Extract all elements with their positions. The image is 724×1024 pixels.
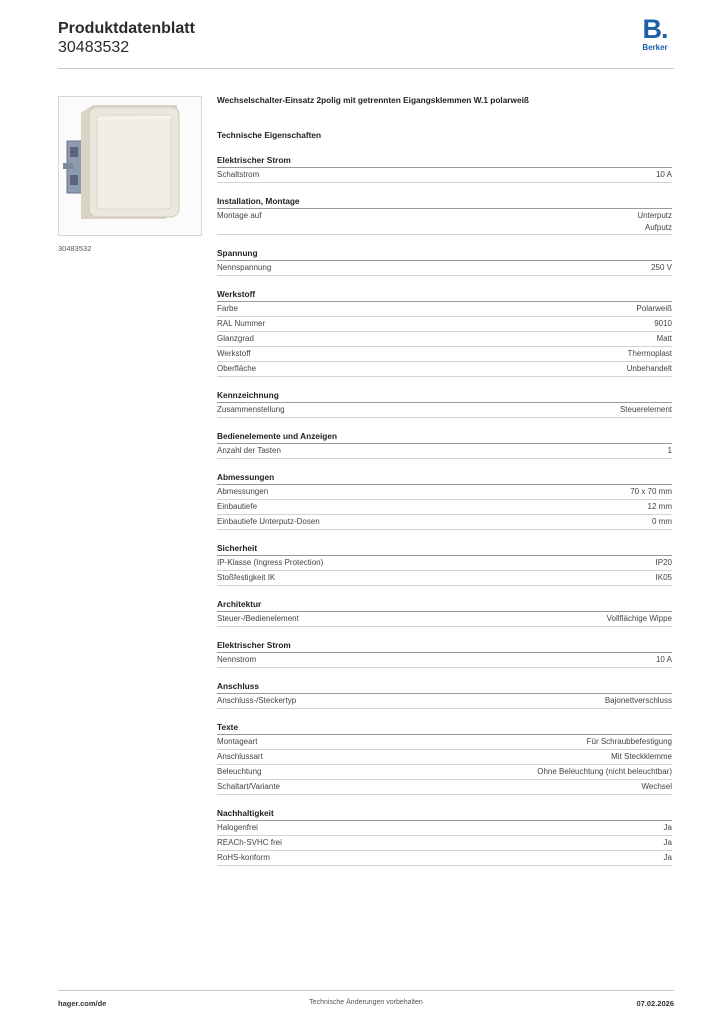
- spec-label: Zusammenstellung: [217, 405, 285, 414]
- spec-label: Schaltart/Variante: [217, 782, 280, 791]
- spec-value: Unbehandelt: [626, 364, 672, 373]
- page-header: [58, 14, 674, 70]
- specifications-content: [217, 93, 672, 878]
- spec-section: [217, 598, 672, 627]
- spec-label: Montage auf: [217, 211, 262, 220]
- footer-disclaimer: Technische Änderungen vorbehalten: [309, 999, 423, 1006]
- spec-section: [217, 721, 672, 795]
- section-title: Abmessungen: [217, 471, 672, 485]
- spec-values: [636, 303, 672, 315]
- spec-value: Aufputz: [644, 223, 672, 232]
- spec-label: Beleuchtung: [217, 767, 262, 776]
- page-footer: [58, 990, 674, 1017]
- spec-value: Steuerelement: [619, 405, 672, 414]
- spec-values: [637, 210, 672, 234]
- spec-label: RoHS-konform: [217, 853, 270, 862]
- spec-sections: [217, 154, 672, 866]
- spec-row: [217, 694, 672, 709]
- spec-label: Einbautiefe: [217, 502, 258, 511]
- spec-value: 0 mm: [652, 517, 672, 526]
- spec-value: 9010: [654, 319, 672, 328]
- section-title: Anschluss: [217, 680, 672, 694]
- spec-values: [656, 557, 672, 569]
- spec-section: [217, 195, 672, 235]
- spec-row: [217, 735, 672, 750]
- spec-label: Schaltstrom: [217, 170, 260, 179]
- spec-values: [537, 766, 672, 778]
- spec-section: [217, 807, 672, 866]
- spec-label: Anzahl der Tasten: [217, 446, 281, 455]
- spec-values: [656, 654, 672, 666]
- spec-section: [217, 542, 672, 586]
- footer-date: 07.02.2026: [636, 999, 674, 1008]
- section-title: Werkstoff: [217, 288, 672, 302]
- spec-value: Matt: [656, 334, 672, 343]
- spec-label: Nennstrom: [217, 655, 257, 664]
- technical-properties-heading: Technische Eigenschaften: [217, 130, 322, 140]
- spec-value: Thermoplast: [627, 349, 672, 358]
- spec-value: Vollflächige Wippe: [606, 614, 672, 623]
- spec-values: [607, 613, 672, 625]
- spec-value: 12 mm: [647, 502, 672, 511]
- spec-value: Ja: [663, 823, 672, 832]
- logo-mark: B.: [642, 14, 668, 44]
- spec-label: Halogenfrei: [217, 823, 258, 832]
- spec-label: Anschluss-/Steckertyp: [217, 696, 297, 705]
- spec-value: 10 A: [655, 170, 672, 179]
- spec-value: 1: [667, 446, 672, 455]
- spec-values: [656, 333, 672, 345]
- document-number: 30483532: [58, 39, 130, 56]
- spec-row: [217, 750, 672, 765]
- section-title: Architektur: [217, 598, 672, 612]
- section-title: Installation, Montage: [217, 195, 672, 209]
- spec-section: [217, 247, 672, 276]
- spec-section: [217, 471, 672, 530]
- spec-value: Wechsel: [641, 782, 672, 791]
- spec-label: REACh-SVHC frei: [217, 838, 282, 847]
- berker-logo: [638, 16, 672, 52]
- spec-values: [656, 572, 672, 584]
- spec-value: Ja: [663, 838, 672, 847]
- spec-row: [217, 500, 672, 515]
- spec-values: [627, 363, 672, 375]
- image-caption: 30483532: [58, 244, 92, 253]
- spec-row: [217, 653, 672, 668]
- spec-values: [630, 486, 672, 498]
- footer-website: hager.com/de: [58, 999, 107, 1008]
- spec-row: [217, 261, 672, 276]
- spec-label: Oberfläche: [217, 364, 257, 373]
- spec-section: [217, 639, 672, 668]
- spec-values: [605, 695, 672, 707]
- spec-label: RAL Nummer: [217, 319, 266, 328]
- spec-values: [587, 736, 672, 748]
- spec-label: IP-Klasse (Ingress Protection): [217, 558, 324, 567]
- spec-values: [664, 822, 672, 834]
- spec-values: [641, 781, 672, 793]
- spec-values: [611, 751, 672, 763]
- spec-row: [217, 485, 672, 500]
- section-title: Kennzeichnung: [217, 389, 672, 403]
- spec-row: [217, 556, 672, 571]
- spec-row: [217, 612, 672, 627]
- spec-row: [217, 332, 672, 347]
- spec-section: [217, 430, 672, 459]
- spec-value: IK05: [655, 573, 672, 582]
- spec-label: Werkstoff: [217, 349, 251, 358]
- spec-values: [648, 501, 672, 513]
- section-title: Elektrischer Strom: [217, 154, 672, 168]
- switch-insert-illustration: [59, 97, 201, 235]
- spec-values: [656, 169, 672, 181]
- spec-value: Bajonettverschluss: [604, 696, 672, 705]
- spec-label: Abmessungen: [217, 487, 269, 496]
- spec-value: Ja: [663, 853, 672, 862]
- section-title: Spannung: [217, 247, 672, 261]
- section-title: Bedienelemente und Anzeigen: [217, 430, 672, 444]
- spec-values: [654, 318, 672, 330]
- spec-values: [620, 404, 672, 416]
- spec-values: [652, 516, 672, 528]
- spec-label: Nennspannung: [217, 263, 272, 272]
- section-title: Nachhaltigkeit: [217, 807, 672, 821]
- product-title: Wechselschalter-Einsatz 2polig mit getrennten Eigangsklemmen W.1 polarweiß: [217, 95, 529, 105]
- spec-label: Montageart: [217, 737, 258, 746]
- spec-label: Einbautiefe Unterputz-Dosen: [217, 517, 320, 526]
- spec-value: 70 x 70 mm: [630, 487, 672, 496]
- spec-value: Mit Steckklemme: [611, 752, 672, 761]
- spec-label: Glanzgrad: [217, 334, 254, 343]
- spec-value: 10 A: [655, 655, 672, 664]
- spec-row: [217, 821, 672, 836]
- spec-values: [668, 445, 672, 457]
- spec-values: [664, 837, 672, 849]
- spec-row: [217, 571, 672, 586]
- spec-row: [217, 515, 672, 530]
- spec-value: IP20: [655, 558, 672, 567]
- spec-value: 250 V: [651, 263, 672, 272]
- spec-row: [217, 836, 672, 851]
- spec-row: [217, 851, 672, 866]
- section-title: Sicherheit: [217, 542, 672, 556]
- spec-row: [217, 317, 672, 332]
- spec-section: [217, 389, 672, 418]
- header-divider: [58, 68, 674, 69]
- spec-row: [217, 209, 672, 235]
- spec-value: Unterputz: [637, 211, 672, 220]
- spec-label: Stoßfestigkeit IK: [217, 573, 276, 582]
- spec-label: Farbe: [217, 304, 238, 313]
- spec-row: [217, 765, 672, 780]
- spec-values: [664, 852, 672, 864]
- spec-value: Für Schraubbefestigung: [586, 737, 672, 746]
- spec-values: [628, 348, 672, 360]
- spec-row: [217, 403, 672, 418]
- spec-value: Polarweiß: [636, 304, 672, 313]
- spec-section: [217, 680, 672, 709]
- spec-section: [217, 288, 672, 377]
- spec-row: [217, 168, 672, 183]
- spec-row: [217, 444, 672, 459]
- section-title: Texte: [217, 721, 672, 735]
- spec-section: [217, 154, 672, 183]
- document-title: Produktdatenblatt: [58, 20, 195, 37]
- spec-row: [217, 362, 672, 377]
- spec-value: Ohne Beleuchtung (nicht beleuchtbar): [537, 767, 672, 776]
- spec-row: [217, 302, 672, 317]
- spec-values: [651, 262, 672, 274]
- section-title: Elektrischer Strom: [217, 639, 672, 653]
- spec-row: [217, 780, 672, 795]
- product-image: [58, 96, 202, 236]
- logo-text: Berker: [642, 43, 668, 52]
- spec-row: [217, 347, 672, 362]
- spec-label: Steuer-/Bedienelement: [217, 614, 299, 623]
- spec-label: Anschlussart: [217, 752, 263, 761]
